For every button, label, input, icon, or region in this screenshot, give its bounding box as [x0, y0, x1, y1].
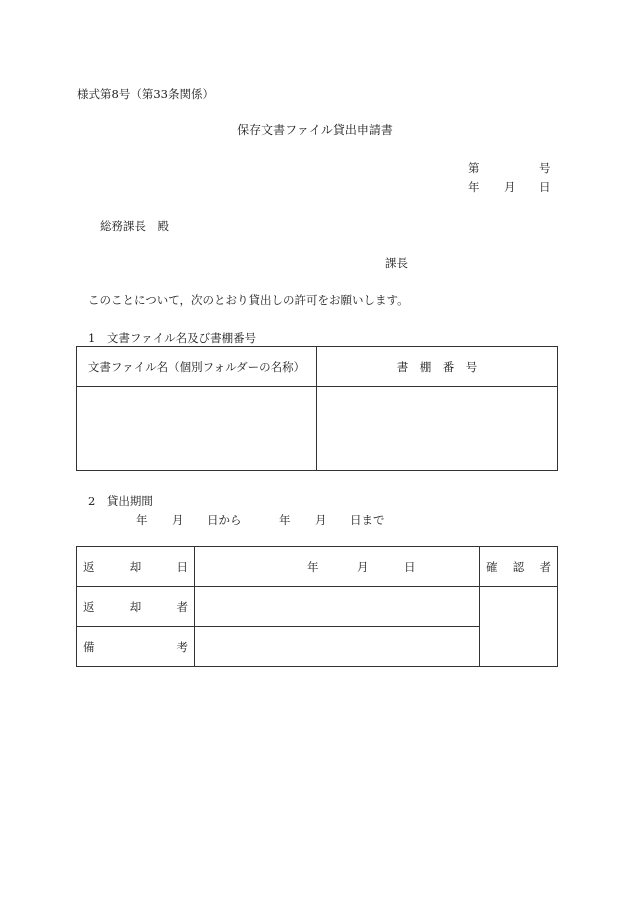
date-day: 日 [539, 180, 551, 194]
period-from-day: 日から [207, 513, 242, 527]
file-name-header: 文書ファイル名（個別フォルダーの名称） [77, 347, 317, 387]
remarks-value[interactable] [195, 627, 480, 667]
period-to-month: 月 [315, 513, 327, 527]
return-date-char-1: 返 [83, 559, 95, 574]
request-body-text: このことについて，次のとおり貸出しの許可をお願いします。 [88, 293, 409, 307]
return-year: 年 [307, 559, 319, 574]
returner-char-3: 者 [176, 599, 188, 614]
return-table [76, 546, 558, 667]
shelf-number-cell[interactable] [317, 387, 558, 471]
remarks-char-2: 考 [176, 639, 188, 654]
remarks-label [77, 627, 195, 667]
file-table [76, 346, 558, 471]
doc-number-prefix: 第 [468, 161, 480, 175]
confirm-header [480, 547, 558, 587]
returner-value[interactable] [195, 587, 480, 627]
period-to-day: 日まで [350, 513, 385, 527]
confirm-char-3: 者 [539, 559, 551, 574]
return-date-value[interactable] [195, 547, 480, 587]
return-month: 月 [357, 559, 369, 574]
return-date-char-2: 却 [129, 559, 142, 574]
confirm-cell[interactable] [480, 587, 558, 667]
return-day: 日 [404, 559, 416, 574]
period-to-year: 年 [279, 513, 291, 527]
applicant-title: 課長 [385, 256, 408, 270]
period-from-year: 年 [136, 513, 148, 527]
returner-label [77, 587, 195, 627]
confirm-char-1: 確 [486, 559, 498, 574]
doc-number-suffix: 号 [539, 161, 551, 175]
document-title: 保存文書ファイル貸出申請書 [237, 123, 393, 137]
return-date-label [77, 547, 195, 587]
date-month: 月 [504, 180, 516, 194]
returner-char-2: 却 [129, 599, 142, 614]
period-from-month: 月 [172, 513, 184, 527]
return-date-char-3: 日 [176, 559, 188, 574]
addressee: 総務課長 殿 [100, 219, 169, 233]
section2-heading: 2 貸出期間 [88, 494, 153, 508]
form-number-label: 様式第8号（第33条関係） [77, 87, 214, 101]
date-year: 年 [468, 180, 480, 194]
file-name-cell[interactable] [77, 387, 317, 471]
returner-char-1: 返 [83, 599, 95, 614]
remarks-char-1: 備 [83, 639, 95, 654]
section1-heading: 1 文書ファイル名及び書棚番号 [88, 331, 257, 345]
confirm-char-2: 認 [512, 559, 525, 574]
shelf-number-header: 書 棚 番 号 [317, 347, 558, 387]
